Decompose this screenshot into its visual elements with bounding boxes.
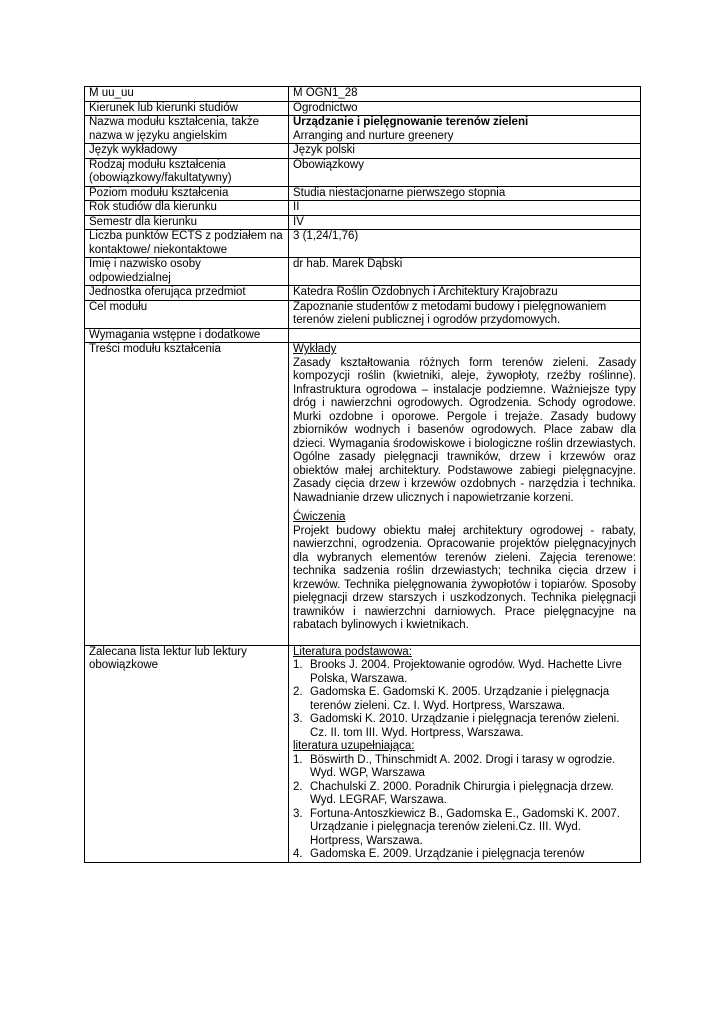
row-label: Treści modułu kształcenia <box>85 343 289 646</box>
module-name-cell <box>289 116 641 144</box>
table-row <box>85 116 641 144</box>
row-value: M OGN1_28 <box>289 87 641 102</box>
list-item: 2. Chachulski Z. 2000. Poradnik Chirurgia i pielęgnacja drzew. Wyd. LEGRAF, Warszawa. <box>293 780 614 806</box>
row-label: Zalecana lista lektur lub lektury obowiązkowe <box>85 645 289 862</box>
table-row <box>85 201 641 216</box>
literature-cell <box>289 645 641 862</box>
row-label: M uu_uu <box>85 87 289 102</box>
row-value: dr hab. Marek Dąbski <box>289 258 641 286</box>
table-row <box>85 343 641 646</box>
row-value: IV <box>289 215 641 230</box>
row-value <box>289 328 641 343</box>
row-value: Katedra Roślin Ozdobnych i Architektury Krajobrazu <box>289 286 641 301</box>
row-label: Wymagania wstępne i dodatkowe <box>85 328 289 343</box>
row-label: Rodzaj modułu kształcenia (obowiązkowy/fakultatywny) <box>85 158 289 186</box>
list-item: 3. Gadomski K. 2010. Urządzanie i pielęgnacja terenów zieleni. Cz. II. tom III. Wyd. Hortpress, Warszawa. <box>293 713 620 739</box>
table-row <box>85 186 641 201</box>
row-value: II <box>289 201 641 216</box>
row-label: Poziom modułu kształcenia <box>85 186 289 201</box>
table-row <box>85 286 641 301</box>
row-value: 3 (1,24/1,76) <box>289 230 641 258</box>
table-row <box>85 87 641 102</box>
row-label: Jednostka oferująca przedmiot <box>85 286 289 301</box>
module-name-en: Arranging and nurture greenery <box>293 129 454 142</box>
row-label: Język wykładowy <box>85 144 289 159</box>
list-item: 4. Gadomska E. 2009. Urządzanie i pielęgnacja terenów <box>293 848 585 860</box>
exercises-text: Projekt budowy obiektu małej architektury ogrodowej - rabaty, nawierzchni, ogrodzenia. Opracowanie projektów pielęgnacyjnych dla wybranych elementów terenów zieleni. Zajęcia terenowe: technika sadzenia roślin drzewiastych; technika cięcia drzew i krzewów. Technika pielęgnowania żywopłotów i topiarów. Sposoby pielęgnacji drzew starszych i uszkodzonych. Technika pielęgnacji trawników i nawierzchni darniowych. Prace pielęgnacyjne na rabatach bylinowych i kwietnikach. <box>293 524 636 631</box>
exercises-heading: Ćwiczenia <box>293 511 346 523</box>
table-row <box>85 328 641 343</box>
row-label: Kierunek lub kierunki studiów <box>85 101 289 116</box>
lectures-heading: Wykłady <box>293 343 337 355</box>
basic-literature-heading: Literatura podstawowa: <box>293 645 412 658</box>
basic-literature-list <box>293 659 636 740</box>
row-value: Zapoznanie studentów z metodami budowy i pielęgnowaniem terenów zieleni publicznej i ogrodów przydomowych. <box>289 300 641 328</box>
content-cell <box>289 343 641 646</box>
table-row <box>85 300 641 328</box>
row-label: Rok studiów dla kierunku <box>85 201 289 216</box>
list-item: 2. Gadomska E. Gadomski K. 2005. Urządzanie i pielęgnacja terenów zieleni. Cz. I. Wyd. Hortpress, Warszawa. <box>293 686 610 712</box>
row-label: Semestr dla kierunku <box>85 215 289 230</box>
module-card-table <box>84 86 641 863</box>
row-label: Nazwa modułu kształcenia, także nazwa w języku angielskim <box>85 116 289 144</box>
table-row <box>85 101 641 116</box>
table-row <box>85 258 641 286</box>
table-row <box>85 230 641 258</box>
extra-literature-list <box>293 754 636 862</box>
module-name-pl: Urządzanie i pielęgnowanie terenów zieleni <box>293 116 529 128</box>
row-label: Liczba punktów ECTS z podziałem na kontaktowe/ niekontaktowe <box>85 230 289 258</box>
row-value: Obowiązkowy <box>289 158 641 186</box>
lectures-text: Zasady kształtowania różnych form terenów zieleni. Zasady kompozycji roślin (kwietniki, aleje, żywopłoty, rzeźby roślinne). Infrastruktura ogrodowa – instalacje podziemne. Ważniejsze typy dróg i nawierzchni ogrodowych. Ogrodzenia. Schody ogrodowe. Murki ozdobne i oporowe. Pergole i trejaże. Zasady budowy zbiorników wodnych i basenów ogrodowych. Place zabaw dla dzieci. Wymagania środowiskowe i biologiczne roślin drzewiastych. Ogólne zasady pielęgnacji trawników, drzew i krzewów oraz obiektów małej architektury. Podstawowe zabiegi pielęgnacyjne. Zasady cięcia drzew i krzewów ozdobnych - narzędzia i technika. Nawadnianie drzew ulicznych i napowietrzanie korzeni. <box>293 356 636 504</box>
table-row <box>85 144 641 159</box>
table-row <box>85 158 641 186</box>
row-label: Imię i nazwisko osoby odpowiedzialnej <box>85 258 289 286</box>
row-value: Język polski <box>289 144 641 159</box>
list-item: 1. Brooks J. 2004. Projektowanie ogrodów. Wyd. Hachette Livre Polska, Warszawa. <box>293 659 622 685</box>
list-item: 3. Fortuna-Antoszkiewicz B., Gadomska E., Gadomski K. 2007. Urządzanie i pielęgnacja terenów zieleni.Cz. III. Wyd. Hortpress, Warszawa. <box>293 807 620 847</box>
table-row <box>85 645 641 862</box>
extra-literature-heading: literatura uzupełniająca: <box>293 740 415 752</box>
row-value: Studia niestacjonarne pierwszego stopnia <box>289 186 641 201</box>
row-value: Ogrodnictwo <box>289 101 641 116</box>
table-row <box>85 215 641 230</box>
list-item: 1. Böswirth D., Thinschmidt A. 2002. Drogi i tarasy w ogrodzie. Wyd. WGP, Warszawa <box>293 753 616 779</box>
row-label: Cel modułu <box>85 300 289 328</box>
